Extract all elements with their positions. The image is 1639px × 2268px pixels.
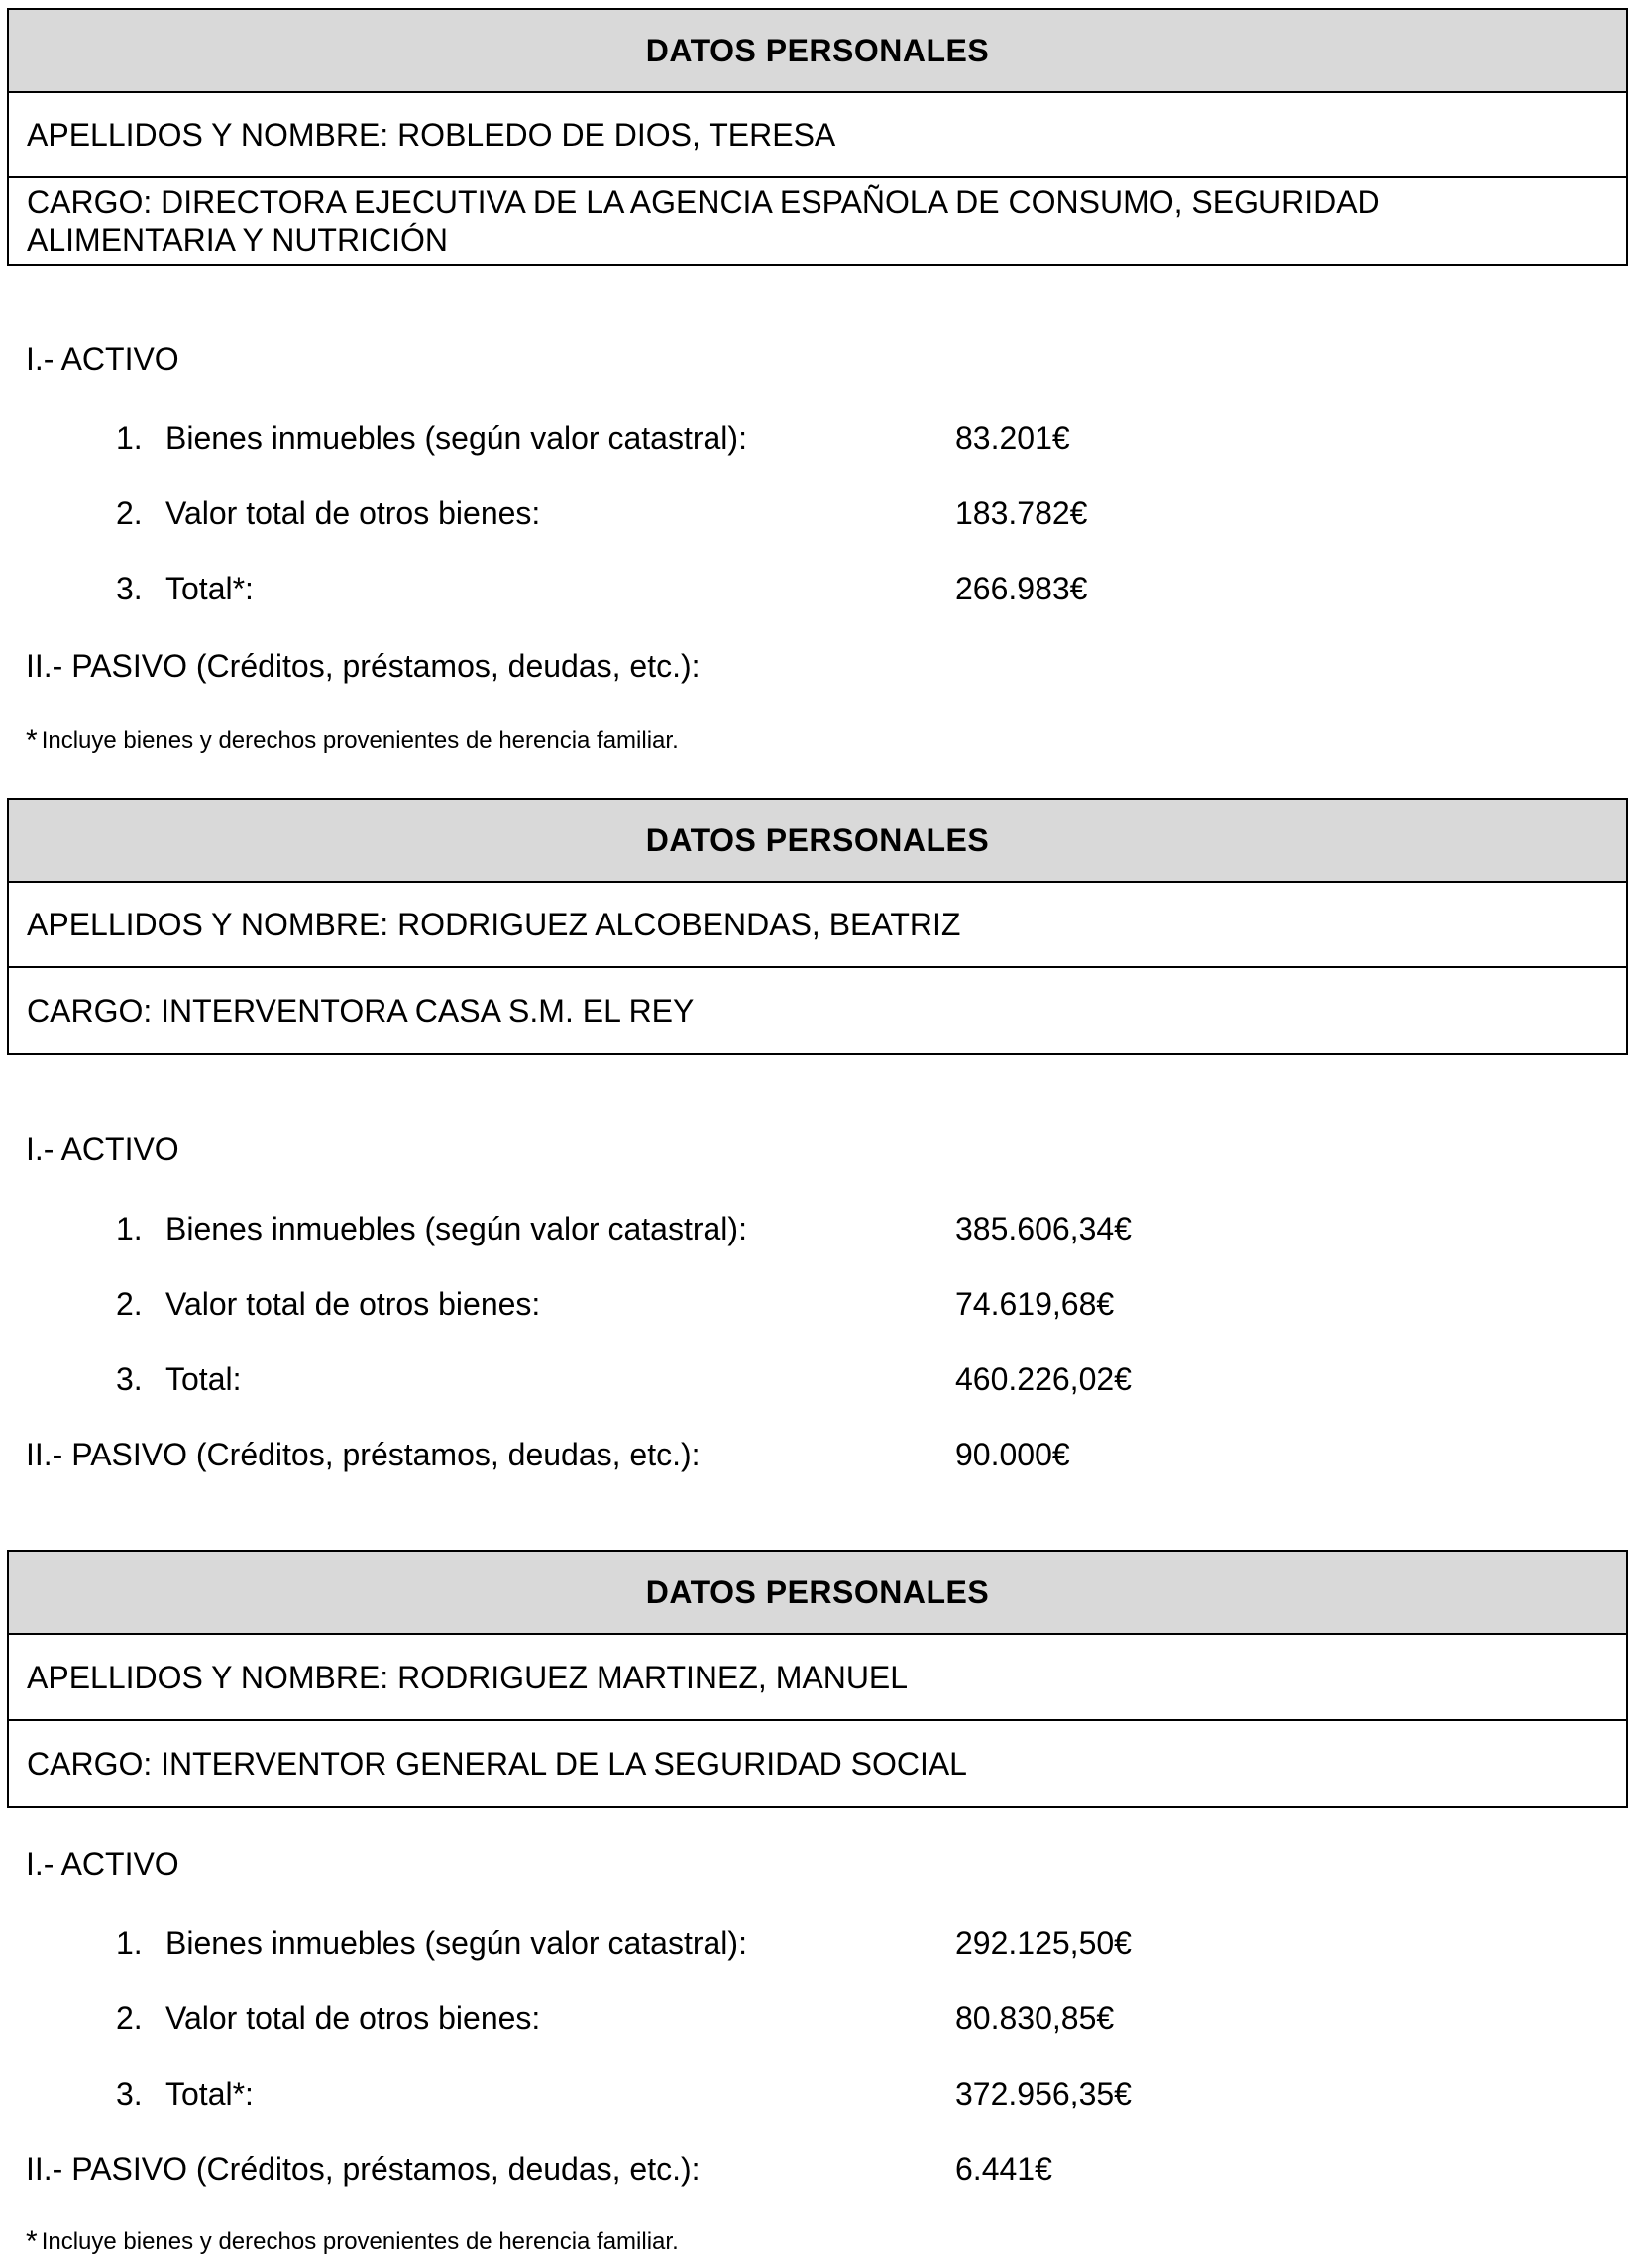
section-header: DATOS PERSONALES xyxy=(9,1552,1626,1635)
name-row xyxy=(9,883,1626,966)
activo-title: I.- ACTIVO xyxy=(26,1132,179,1167)
item-number: 2. xyxy=(116,1286,143,1322)
footnote-star: * xyxy=(26,2225,38,2258)
item-label: Bienes inmuebles (según valor catastral): xyxy=(165,1925,747,1961)
activo-title: I.- ACTIVO xyxy=(26,1846,179,1882)
item-number: 1. xyxy=(116,420,143,456)
pasivo-label: II.- PASIVO (Créditos, préstamos, deudas, etc.): xyxy=(26,1437,701,1472)
cargo-row xyxy=(9,176,1626,264)
item-number: 3. xyxy=(116,2076,143,2111)
personal-data-box-2 xyxy=(7,798,1628,1055)
item-value: 292.125,50€ xyxy=(955,1925,1132,1961)
footnote xyxy=(26,2227,679,2257)
item-value: 372.956,35€ xyxy=(955,2076,1132,2111)
name-text: APELLIDOS Y NOMBRE: RODRIGUEZ MARTINEZ, MANUEL xyxy=(27,1659,909,1695)
cargo-text: CARGO: INTERVENTORA CASA S.M. EL REY xyxy=(27,993,695,1028)
item-number: 1. xyxy=(116,1925,143,1961)
item-label: Valor total de otros bienes: xyxy=(165,495,541,531)
cargo-row xyxy=(9,966,1626,1053)
item-label: Bienes inmuebles (según valor catastral): xyxy=(165,420,747,456)
item-number: 1. xyxy=(116,1211,143,1246)
pasivo-label: II.- PASIVO (Créditos, préstamos, deudas, etc.): xyxy=(26,648,701,684)
personal-data-box-1 xyxy=(7,8,1628,266)
section-header: DATOS PERSONALES xyxy=(9,800,1626,883)
item-label: Valor total de otros bienes: xyxy=(165,1286,541,1322)
item-number: 2. xyxy=(116,2000,143,2036)
item-label: Total: xyxy=(165,1361,242,1397)
cargo-text: CARGO: INTERVENTOR GENERAL DE LA SEGURIDAD SOCIAL xyxy=(27,1746,967,1782)
name-row xyxy=(9,1635,1626,1719)
footnote-text: Incluye bienes y derechos provenientes de herencia familiar. xyxy=(41,2228,679,2255)
activo-title: I.- ACTIVO xyxy=(26,341,179,377)
item-value: 83.201€ xyxy=(955,420,1070,456)
item-label: Valor total de otros bienes: xyxy=(165,2000,541,2036)
name-text: APELLIDOS Y NOMBRE: RODRIGUEZ ALCOBENDAS, BEATRIZ xyxy=(27,907,961,942)
item-value: 385.606,34€ xyxy=(955,1211,1132,1246)
cargo-text-line2: ALIMENTARIA Y NUTRICIÓN xyxy=(27,222,448,258)
item-value: 183.782€ xyxy=(955,495,1088,531)
cargo-text-line1: CARGO: DIRECTORA EJECUTIVA DE LA AGENCIA ESPAÑOLA DE CONSUMO, SEGURIDAD xyxy=(27,184,1380,220)
pasivo-value: 6.441€ xyxy=(955,2151,1052,2187)
item-value: 80.830,85€ xyxy=(955,2000,1115,2036)
section-header: DATOS PERSONALES xyxy=(9,10,1626,93)
item-value: 74.619,68€ xyxy=(955,1286,1115,1322)
item-number: 3. xyxy=(116,571,143,606)
cargo-row xyxy=(9,1719,1626,1806)
footnote-text: Incluye bienes y derechos provenientes de herencia familiar. xyxy=(41,727,679,754)
item-number: 2. xyxy=(116,495,143,531)
footnote-star: * xyxy=(26,724,38,757)
pasivo-value: 90.000€ xyxy=(955,1437,1070,1472)
item-value: 266.983€ xyxy=(955,571,1088,606)
item-label: Total*: xyxy=(165,571,254,606)
pasivo-label: II.- PASIVO (Créditos, préstamos, deudas, etc.): xyxy=(26,2151,701,2187)
name-row xyxy=(9,93,1626,176)
footnote xyxy=(26,726,679,756)
item-label: Total*: xyxy=(165,2076,254,2111)
item-value: 460.226,02€ xyxy=(955,1361,1132,1397)
item-number: 3. xyxy=(116,1361,143,1397)
name-text: APELLIDOS Y NOMBRE: ROBLEDO DE DIOS, TERESA xyxy=(27,117,836,153)
item-label: Bienes inmuebles (según valor catastral): xyxy=(165,1211,747,1246)
personal-data-box-3 xyxy=(7,1550,1628,1808)
